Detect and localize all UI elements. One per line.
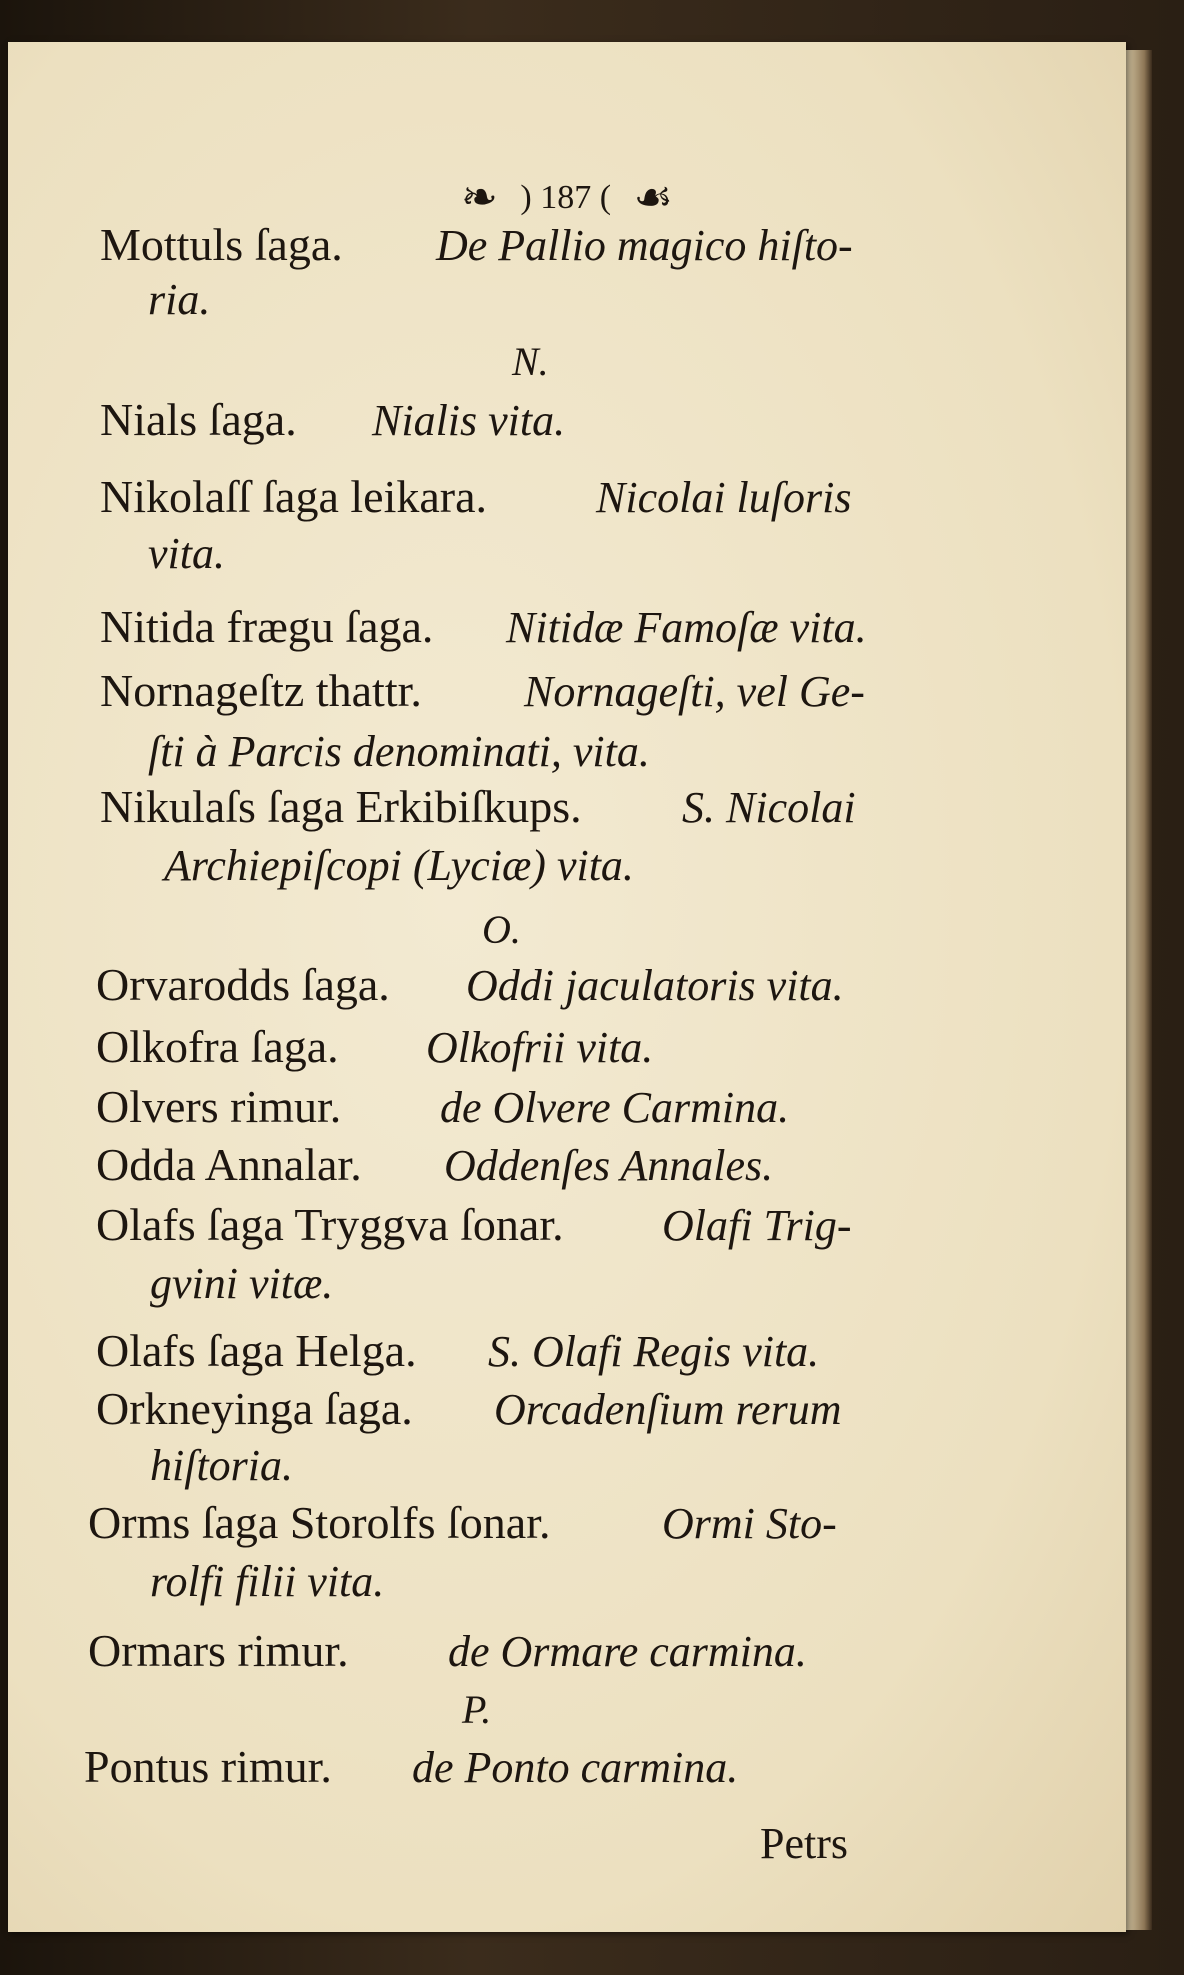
entry-old-norse: Nornageſtz thattr.: [100, 665, 422, 716]
entry-latin-continued: rolfi filii vita.: [150, 1557, 385, 1606]
entry-latin: de Ponto carmina.: [412, 1743, 739, 1792]
section-letter: P.: [462, 1687, 492, 1732]
book-page: [8, 42, 1126, 1932]
entry-latin: Nornageſti, vel Ge-: [524, 667, 865, 716]
entry-old-norse: Nials ſaga.: [100, 394, 297, 445]
entry-old-norse: Odda Annalar.: [96, 1139, 362, 1190]
entry-old-norse: Ormars rimur.: [88, 1625, 349, 1676]
entry-latin: Olafi Trig-: [662, 1201, 852, 1250]
entry-latin-continued: vita.: [148, 529, 225, 578]
entry-old-norse: Orvarodds ſaga.: [96, 959, 390, 1010]
entry-old-norse: Pontus rimur.: [84, 1741, 332, 1792]
entry-latin: de Olvere Carmina.: [440, 1083, 790, 1132]
entry-old-norse: Mottuls ſaga.: [100, 219, 343, 270]
left-ornament-icon: ❧: [461, 173, 498, 222]
entry-latin: Ormi Sto-: [662, 1499, 837, 1548]
entry-latin: Oddenſes Annales.: [444, 1141, 774, 1190]
entry-latin: de Ormare carmina.: [448, 1627, 807, 1676]
entry-latin: S. Nicolai: [682, 783, 856, 832]
catchword: Petrs: [760, 1819, 848, 1868]
entry-old-norse: Nikulaſs ſaga Erkibiſkups.: [100, 781, 582, 832]
entry-latin: Orcadenſium rerum: [494, 1385, 842, 1434]
entry-old-norse: Olvers rimur.: [96, 1081, 342, 1132]
entry-old-norse: Olafs ſaga Helga.: [96, 1325, 417, 1376]
entry-latin: S. Olafi Regis vita.: [488, 1327, 820, 1376]
page-number: ) 187 (: [520, 178, 612, 216]
entry-latin-continued: hiſtoria.: [150, 1441, 294, 1490]
entry-latin: Nicolai luſoris: [596, 473, 852, 522]
entry-old-norse: Nikolaſſ ſaga leikara.: [100, 471, 488, 522]
right-ornament-icon: ☙: [633, 173, 673, 222]
entry-latin: Nialis vita.: [372, 396, 566, 445]
entry-old-norse: Orms ſaga Storolfs ſonar.: [88, 1497, 551, 1548]
page-edge: [1126, 50, 1152, 1930]
section-letter: N.: [512, 339, 549, 384]
entry-old-norse: Orkneyinga ſaga.: [96, 1383, 413, 1434]
entry-latin-continued: ſti à Parcis denominati, vita.: [148, 727, 650, 776]
entry-latin: De Pallio magico hiſto-: [436, 221, 853, 270]
entry-latin-continued: ria.: [148, 275, 211, 324]
entry-latin: Olkofrii vita.: [426, 1023, 654, 1072]
entry-latin: Oddi jaculatoris vita.: [466, 961, 844, 1010]
entry-old-norse: Olafs ſaga Tryggva ſonar.: [96, 1199, 564, 1250]
entry-old-norse: Nitida frægu ſaga.: [100, 601, 434, 652]
entry-old-norse: Olkofra ſaga.: [96, 1021, 339, 1072]
entry-latin-continued: gvini vitæ.: [150, 1259, 334, 1308]
section-letter: O.: [482, 907, 521, 952]
page-header: [8, 172, 1126, 223]
entry-latin-continued: Archiepiſcopi (Lyciæ) vita.: [164, 841, 634, 890]
entry-latin: Nitidæ Famoſæ vita.: [506, 603, 867, 652]
